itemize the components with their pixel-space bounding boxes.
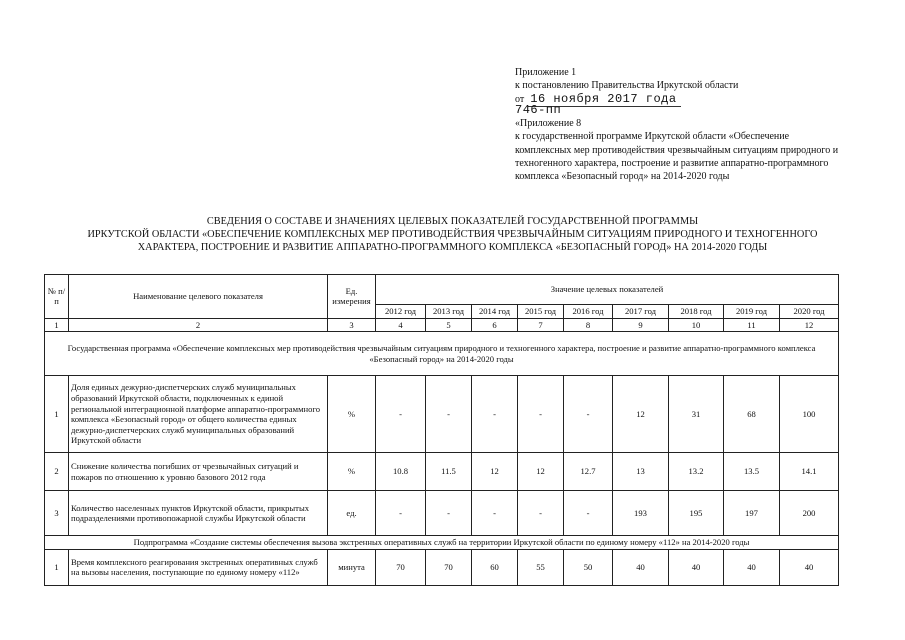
subprogram-row	[45, 536, 839, 550]
appendix-block	[515, 66, 845, 184]
table-row	[45, 549, 839, 585]
header-year: 2013 год	[426, 305, 472, 319]
row-value: 70	[426, 549, 472, 585]
column-number: 11	[724, 318, 780, 332]
header-name: Наименование целевого показателя	[69, 275, 328, 319]
row-value: 70	[376, 549, 426, 585]
row-value: 100	[780, 376, 839, 453]
row-value: 12	[472, 453, 518, 491]
row-num: 2	[45, 453, 69, 491]
column-number: 8	[564, 318, 613, 332]
row-num: 1	[45, 376, 69, 453]
row-value: 55	[518, 549, 564, 585]
column-number: 5	[426, 318, 472, 332]
header-year: 2016 год	[564, 305, 613, 319]
resolution-date: 16 ноября 2017 года	[528, 93, 680, 107]
row-value: 40	[724, 549, 780, 585]
table-row	[45, 376, 839, 453]
row-value: -	[472, 491, 518, 536]
column-number: 7	[518, 318, 564, 332]
column-number: 6	[472, 318, 518, 332]
row-value: 11.5	[426, 453, 472, 491]
row-value: 12	[518, 453, 564, 491]
row-value: 60	[472, 549, 518, 585]
row-name: Снижение количества погибших от чрезвычайных ситуаций и пожаров по отношению к уровню базового 2012 года	[69, 453, 328, 491]
row-value: -	[426, 376, 472, 453]
row-value: -	[518, 491, 564, 536]
header-row	[45, 275, 839, 305]
row-name: Количество населенных пунктов Иркутской области, прикрытых подразделениями противопожарной службы Иркутской области	[69, 491, 328, 536]
header-year: 2012 год	[376, 305, 426, 319]
row-name: Доля единых дежурно-диспетчерских служб муниципальных образований Иркутской области, подключенных к единой региональной интеграционной платформе аппаратно-программного комплекса «Безопасный город» от общего количества единых дежурно-диспетчерских служб муниципальных образований Иркутской области	[69, 376, 328, 453]
title-line-1: СВЕДЕНИЯ О СОСТАВЕ И ЗНАЧЕНИЯХ ЦЕЛЕВЫХ ПОКАЗАТЕЛЕЙ ГОСУДАРСТВЕННОЙ ПРОГРАММЫ	[206, 216, 699, 227]
column-number: 2	[69, 318, 328, 332]
program-title: Государственная программа «Обеспечение комплексных мер противодействия чрезвычайным ситуациям природного и техногенного характера, построение и развитие аппаратно-программного комплекса «Безопасный город» на 2014-2020 годы	[45, 332, 839, 376]
column-number: 9	[613, 318, 669, 332]
row-value: 50	[564, 549, 613, 585]
row-value: 13	[613, 453, 669, 491]
column-number: 4	[376, 318, 426, 332]
appendix-line-5: «Приложение 8	[515, 118, 582, 130]
header-year: 2018 год	[669, 305, 724, 319]
row-value: 195	[669, 491, 724, 536]
table-row	[45, 453, 839, 491]
row-unit: %	[328, 453, 376, 491]
header-year: 2019 год	[724, 305, 780, 319]
row-value: -	[376, 491, 426, 536]
column-number: 12	[780, 318, 839, 332]
program-row	[45, 332, 839, 376]
row-value: -	[564, 491, 613, 536]
row-value: 200	[780, 491, 839, 536]
row-unit: ед.	[328, 491, 376, 536]
row-unit: минута	[328, 549, 376, 585]
header-year: 2020 год	[780, 305, 839, 319]
column-numbers-row	[45, 318, 839, 332]
header-values: Значение целевых показателей	[376, 275, 839, 305]
appendix-line-1: Приложение 1	[515, 67, 577, 78]
row-value: -	[376, 376, 426, 453]
table-row	[45, 491, 839, 536]
title-line-3: ХАРАКТЕРА, ПОСТРОЕНИЕ И РАЗВИТИЕ АППАРАТНО-ПРОГРАММНОГО КОМПЛЕКСА «БЕЗОПАСНЫЙ ГОРОД» НА 2014-2020 ГОДЫ	[137, 242, 768, 253]
row-value: 12.7	[564, 453, 613, 491]
row-value: 40	[669, 549, 724, 585]
header-year: 2017 год	[613, 305, 669, 319]
row-value: 40	[780, 549, 839, 585]
header-unit: Ед. измерения	[328, 275, 376, 319]
row-value: 197	[724, 491, 780, 536]
row-num: 1	[45, 549, 69, 585]
row-num: 3	[45, 491, 69, 536]
document-title	[30, 215, 875, 254]
appendix-line-6: к государственной программе Иркутской области «Обеспечение комплексных мер противодействия чрезвычайным ситуациям природного и техногенного характера, построение и развитие аппаратно-программного комплекса «Безопасный город» на 2014-2020 годы	[515, 131, 839, 183]
row-value: 12	[613, 376, 669, 453]
title-line-2: ИРКУТСКОЙ ОБЛАСТИ «ОБЕСПЕЧЕНИЕ КОМПЛЕКСНЫХ МЕР ПРОТИВОДЕЙСТВИЯ ЧРЕЗВЫЧАЙНЫМ СИТУАЦИЯМ ПРИРОДНОГО И ТЕХНОГЕННОГО	[87, 229, 818, 240]
row-value: 10.8	[376, 453, 426, 491]
row-value: 40	[613, 549, 669, 585]
row-value: 193	[613, 491, 669, 536]
date-prefix: от	[515, 93, 525, 105]
row-value: 31	[669, 376, 724, 453]
header-year: 2015 год	[518, 305, 564, 319]
header-year: 2014 год	[472, 305, 518, 319]
row-value: -	[518, 376, 564, 453]
row-value: -	[426, 491, 472, 536]
row-unit: %	[328, 376, 376, 453]
row-name: Время комплексного реагирования экстренных оперативных служб на вызовы населения, поступающие по единому номеру «112»	[69, 549, 328, 585]
row-value: 14.1	[780, 453, 839, 491]
appendix-line-2: к постановлению Правительства Иркутской области	[515, 80, 739, 92]
row-value: 13.2	[669, 453, 724, 491]
row-value: 13.5	[724, 453, 780, 491]
resolution-number: 746-пп	[515, 102, 562, 117]
header-num: № п/п	[45, 275, 69, 319]
column-number: 10	[669, 318, 724, 332]
column-number: 1	[45, 318, 69, 332]
row-value: 68	[724, 376, 780, 453]
row-value: -	[472, 376, 518, 453]
subprogram-title: Подпрограмма «Создание системы обеспечения вызова экстренных оперативных служб на территории Иркутской области по единому номеру «112» на 2014-2020 годы	[45, 536, 839, 550]
column-number: 3	[328, 318, 376, 332]
row-value: -	[564, 376, 613, 453]
indicators-table	[44, 274, 839, 586]
